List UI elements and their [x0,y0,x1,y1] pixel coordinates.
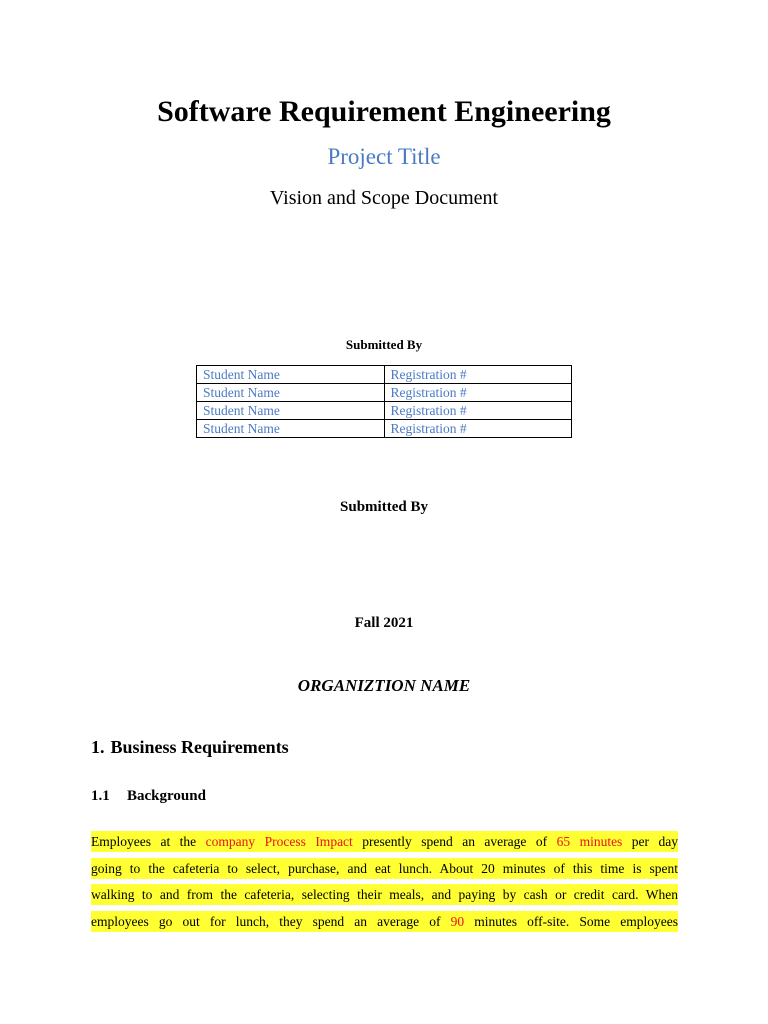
student-name-cell: Student Name [197,402,385,420]
document-subtitle: Vision and Scope Document [269,187,499,209]
paragraph-line [91,882,678,909]
registration-cell: Registration # [384,366,572,384]
subsection-title: Background [127,788,206,804]
text-run: Employees at the [91,834,206,849]
project-title: Project Title [327,144,441,169]
student-name-cell: Student Name [197,366,385,384]
subsection-number: 1.1 [91,788,110,804]
registration-cell: Registration # [384,402,572,420]
table-row [197,402,572,420]
student-name-cell: Student Name [197,384,385,402]
emphasis-text: company Process Impact [205,834,353,849]
registration-cell: Registration # [384,420,572,438]
text-run: employees go out for lunch, they spend an average of [91,913,451,929]
registration-cell: Registration # [384,384,572,402]
table-row [197,366,572,384]
text-run: minutes off-site. Some employees [464,913,678,929]
term-label: Fall 2021 [354,615,414,631]
highlighted-text [91,911,678,932]
highlighted-text: going to the cafeteria to select, purchase, and eat lunch. About 20 minutes of this time is spent [91,858,678,879]
paragraph-line [91,856,678,883]
section-number: 1. [91,737,105,757]
emphasis-text: 90 [450,913,465,929]
highlighted-text [91,831,678,852]
submitted-by-label: Submitted By [345,337,423,352]
subsection-heading [91,786,206,806]
student-name-cell: Student Name [197,420,385,438]
paragraph-line [91,829,678,856]
organization-name: ORGANIZTION NAME [297,676,471,695]
emphasis-text: 65 minutes [556,834,623,849]
students-table [196,365,572,438]
section-title: Business Requirements [110,737,289,757]
background-paragraph [91,829,678,935]
text-run: presently spend an average of [352,834,557,849]
submitted-by-heading: Submitted By [340,499,428,515]
table-row [197,384,572,402]
document-title: Software Requirement Engineering [157,95,611,128]
highlighted-text: walking to and from the cafeteria, selecting their meals, and paying by cash or credit card. When [91,884,678,905]
paragraph-line [91,909,678,936]
section-heading [91,735,289,759]
table-row [197,420,572,438]
text-run: per day [622,834,678,849]
